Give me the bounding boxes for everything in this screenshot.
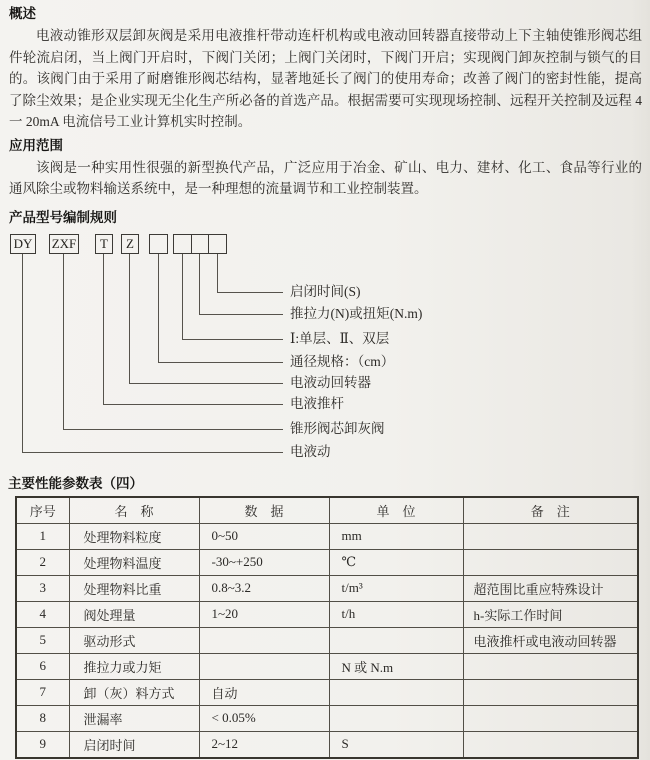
table-cell: t/m³ [329,575,463,601]
table-cell: 电液推杆或电液动回转器 [463,627,638,653]
model-code-box-z: Z [121,234,139,254]
application-heading: 应用范围 [9,137,63,153]
table-row [16,653,638,679]
table-header-cell: 名 称 [69,497,199,524]
table-cell: 4 [16,601,69,627]
parameters-table [15,496,639,759]
model-code-box-zxf: ZXF [49,234,79,254]
table-cell: ℃ [329,549,463,575]
model-part-label: 电液推杆 [290,395,344,411]
table-cell: 推拉力或力矩 [69,653,199,679]
table-cell: 0~50 [199,523,329,549]
model-part-label: 锥形阀芯卸灰阀 [290,420,385,436]
table-cell: 5 [16,627,69,653]
table-cell: < 0.05% [199,705,329,731]
table-cell: 0.8~3.2 [199,575,329,601]
table-row [16,731,638,758]
table-cell: 7 [16,679,69,705]
table-cell: 8 [16,705,69,731]
table-cell: 2 [16,549,69,575]
model-code-diagram [0,226,650,467]
table-cell [199,653,329,679]
model-part-label: 启闭时间(S) [290,283,361,299]
table-cell: 9 [16,731,69,758]
table-row [16,575,638,601]
table-row [16,601,638,627]
overview-heading: 概述 [9,6,36,21]
table-body [16,523,638,758]
table-cell: 2~12 [199,731,329,758]
table-cell: S [329,731,463,758]
table-cell [463,653,638,679]
table-cell [463,523,638,549]
model-code-box-dy: DY [10,234,36,254]
model-part-label: 推拉力(N)或扭矩(N.m) [290,305,423,321]
model-part-label: 通径规格：（cm） [290,353,395,369]
model-code-box-t: T [95,234,113,254]
table-cell: 卸（灰）料方式 [69,679,199,705]
table-cell: N 或 N.m [329,653,463,679]
connector-line [22,254,283,453]
model-part-label: 电液动回转器 [290,374,371,390]
table-header [16,497,638,524]
model-code-box-blank-3 [191,234,209,254]
table-row [16,679,638,705]
overview-paragraph: 电液动锥形双层卸灰阀是采用电液推杆带动连杆机构或电液动回转器直接带动上下主轴使锥形阀芯组件轮流启闭，当上阀门开启时，下阀门关闭；上阀门关闭时，下阀门开启；实现阀门卸灰控制与锁气的目的。该阀门由于采用了耐磨锥形阀芯结构，显著地延长了阀门的使用寿命；改善了阀门的密封性能，提高了除尘效果；是企业实现无尘化生产所必备的首选产品。根据需要可实现现场控制、远程开关控制及远程 4 一 20mA 电流信号工业计算机实时控制。 [9,28,642,129]
table-header-cell: 序号 [16,497,69,524]
table-header-cell: 单 位 [329,497,463,524]
table-cell [329,679,463,705]
table-cell: 超范围比重应特殊设计 [463,575,638,601]
model-code-box-blank-4 [208,234,227,254]
table-cell: t/h [329,601,463,627]
parameters-table-caption: 主要性能参数表（四） [8,475,143,491]
table-row [16,705,638,731]
table-cell: 驱动形式 [69,627,199,653]
table-cell: 1~20 [199,601,329,627]
table-cell: 自动 [199,679,329,705]
table-header-cell: 备 注 [463,497,638,524]
table-cell: 启闭时间 [69,731,199,758]
table-cell: mm [329,523,463,549]
table-cell: 泄漏率 [69,705,199,731]
table-cell: 1 [16,523,69,549]
table-cell [329,627,463,653]
table-cell [463,679,638,705]
model-rule-heading: 产品型号编制规则 [9,209,117,225]
table-cell [463,705,638,731]
table-cell [463,731,638,758]
model-part-label: Ⅰ:单层、Ⅱ、双层 [290,330,390,346]
table-cell: 处理物料粒度 [69,523,199,549]
table-cell [463,549,638,575]
model-code-box-blank-1 [149,234,168,254]
table-cell: 阀处理量 [69,601,199,627]
table-header-row [16,497,638,524]
table-cell: 6 [16,653,69,679]
table-row [16,523,638,549]
application-paragraph: 该阀是一种实用性很强的新型换代产品，广泛应用于冶金、矿山、电力、建材、化工、食品等行业的通风除尘或物料输送系统中，是一种理想的流量调节和工业控制装置。 [9,159,642,196]
table-cell [329,705,463,731]
table-row [16,549,638,575]
table-cell: -30~+250 [199,549,329,575]
table-header-cell: 数 据 [199,497,329,524]
table-cell: 处理物料温度 [69,549,199,575]
model-part-label: 电液动 [290,443,331,459]
table-cell [199,627,329,653]
model-code-box-blank-2 [173,234,192,254]
table-row [16,627,638,653]
table-cell: 处理物料比重 [69,575,199,601]
table-cell: h-实际工作时间 [463,601,638,627]
table-cell: 3 [16,575,69,601]
